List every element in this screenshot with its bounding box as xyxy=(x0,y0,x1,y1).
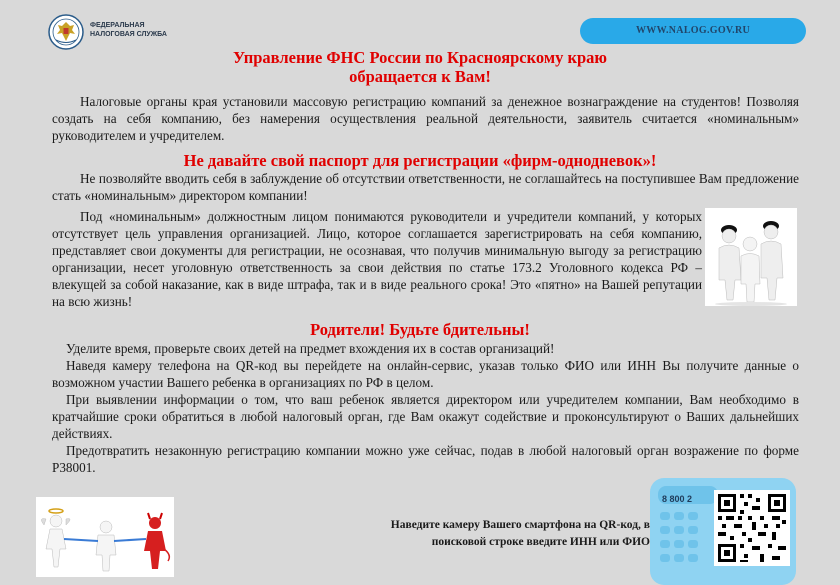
section2-paragraph1: Уделите время, проверьте своих детей на предмет вхождения их в состав организаций! xyxy=(66,341,555,356)
header xyxy=(0,0,840,50)
section1-paragraph1: Не позволяйте вводить себя в заблуждение об отсутствии ответственности, не соглашайтесь на поступившее Вам предложение стать «номинальным» директором компании! xyxy=(52,171,799,203)
section2-paragraph2: Наведя камеру телефона на QR-код вы перейдете на онлайн-сервис, указав только ФИО или ИНН Вы получите данные о возможном участии Вашего ребенка в организациях по РФ в целом. xyxy=(52,358,799,390)
section1-paragraph2: Под «номинальным» должностным лицом понимаются руководители и учредители компаний, у которых отсутствует цель управления организацией. Лицо, которое соглашается зарегистрировать на себя компанию, представляет свои документы для регистрации, не осознавая, что получив минимальную выгоду за регистрацию организации, несет уголовную ответственность за свои действия по статье 173.2 Уголовного кодекса РФ – влекущей за собой наказание, как в виде штрафа, так и в виде реального срока! Это «пятно» на Вашей репутации на всю жизнь! xyxy=(52,209,702,309)
phone-number-text: 8 800 2 xyxy=(662,494,693,504)
intro-paragraph: Налоговые органы края установили массовую регистрацию компаний за денежное вознаграждение на студентов! Позволяя создать на себя компанию, без намерения осуществления реальной деятельности, заявитель считается «номинальным» руководителем и учредителем. xyxy=(52,94,799,143)
qr-code-icon xyxy=(714,490,790,566)
logo-text xyxy=(90,21,180,39)
section2-heading: Родители! Будьте бдительны! xyxy=(310,320,530,339)
tug-of-war-illustration xyxy=(36,497,174,577)
logo-text-line2: НАЛОГОВАЯ СЛУЖБА xyxy=(90,31,167,38)
police-arrest-illustration xyxy=(705,208,797,306)
site-link-button[interactable]: WWW.NALOG.GOV.RU xyxy=(580,18,806,44)
page-title-line2: обращается к Вам! xyxy=(349,67,491,86)
page-title xyxy=(0,48,840,86)
logo-text-line1: ФЕДЕРАЛЬНАЯ xyxy=(90,22,145,29)
section1-heading: Не давайте свой паспорт для регистрации «фирм-однодневок»! xyxy=(183,151,657,170)
section2-paragraph4: Предотвратить незаконную регистрацию компании можно уже сейчас, подав в любой налоговый орган возражение по форме Р38001. xyxy=(52,443,799,475)
phone-qr-graphic[interactable] xyxy=(648,476,798,585)
qr-caption: Наведите камеру Вашего смартфона на QR-код, в поисковой строке введите ИНН или ФИО xyxy=(390,519,650,548)
fns-emblem-icon xyxy=(48,14,84,50)
page-title-line1: Управление ФНС России по Красноярскому краю xyxy=(232,48,608,67)
section2-paragraph3: При выявлении информации о том, что ваш ребенок является директором или учредителем компании, Вам необходимо в кратчайшие сроки обратиться в любой налоговый орган, где Вам окажут содействие и проконсультируют о Ваших дальнейших действиях. xyxy=(52,392,799,441)
